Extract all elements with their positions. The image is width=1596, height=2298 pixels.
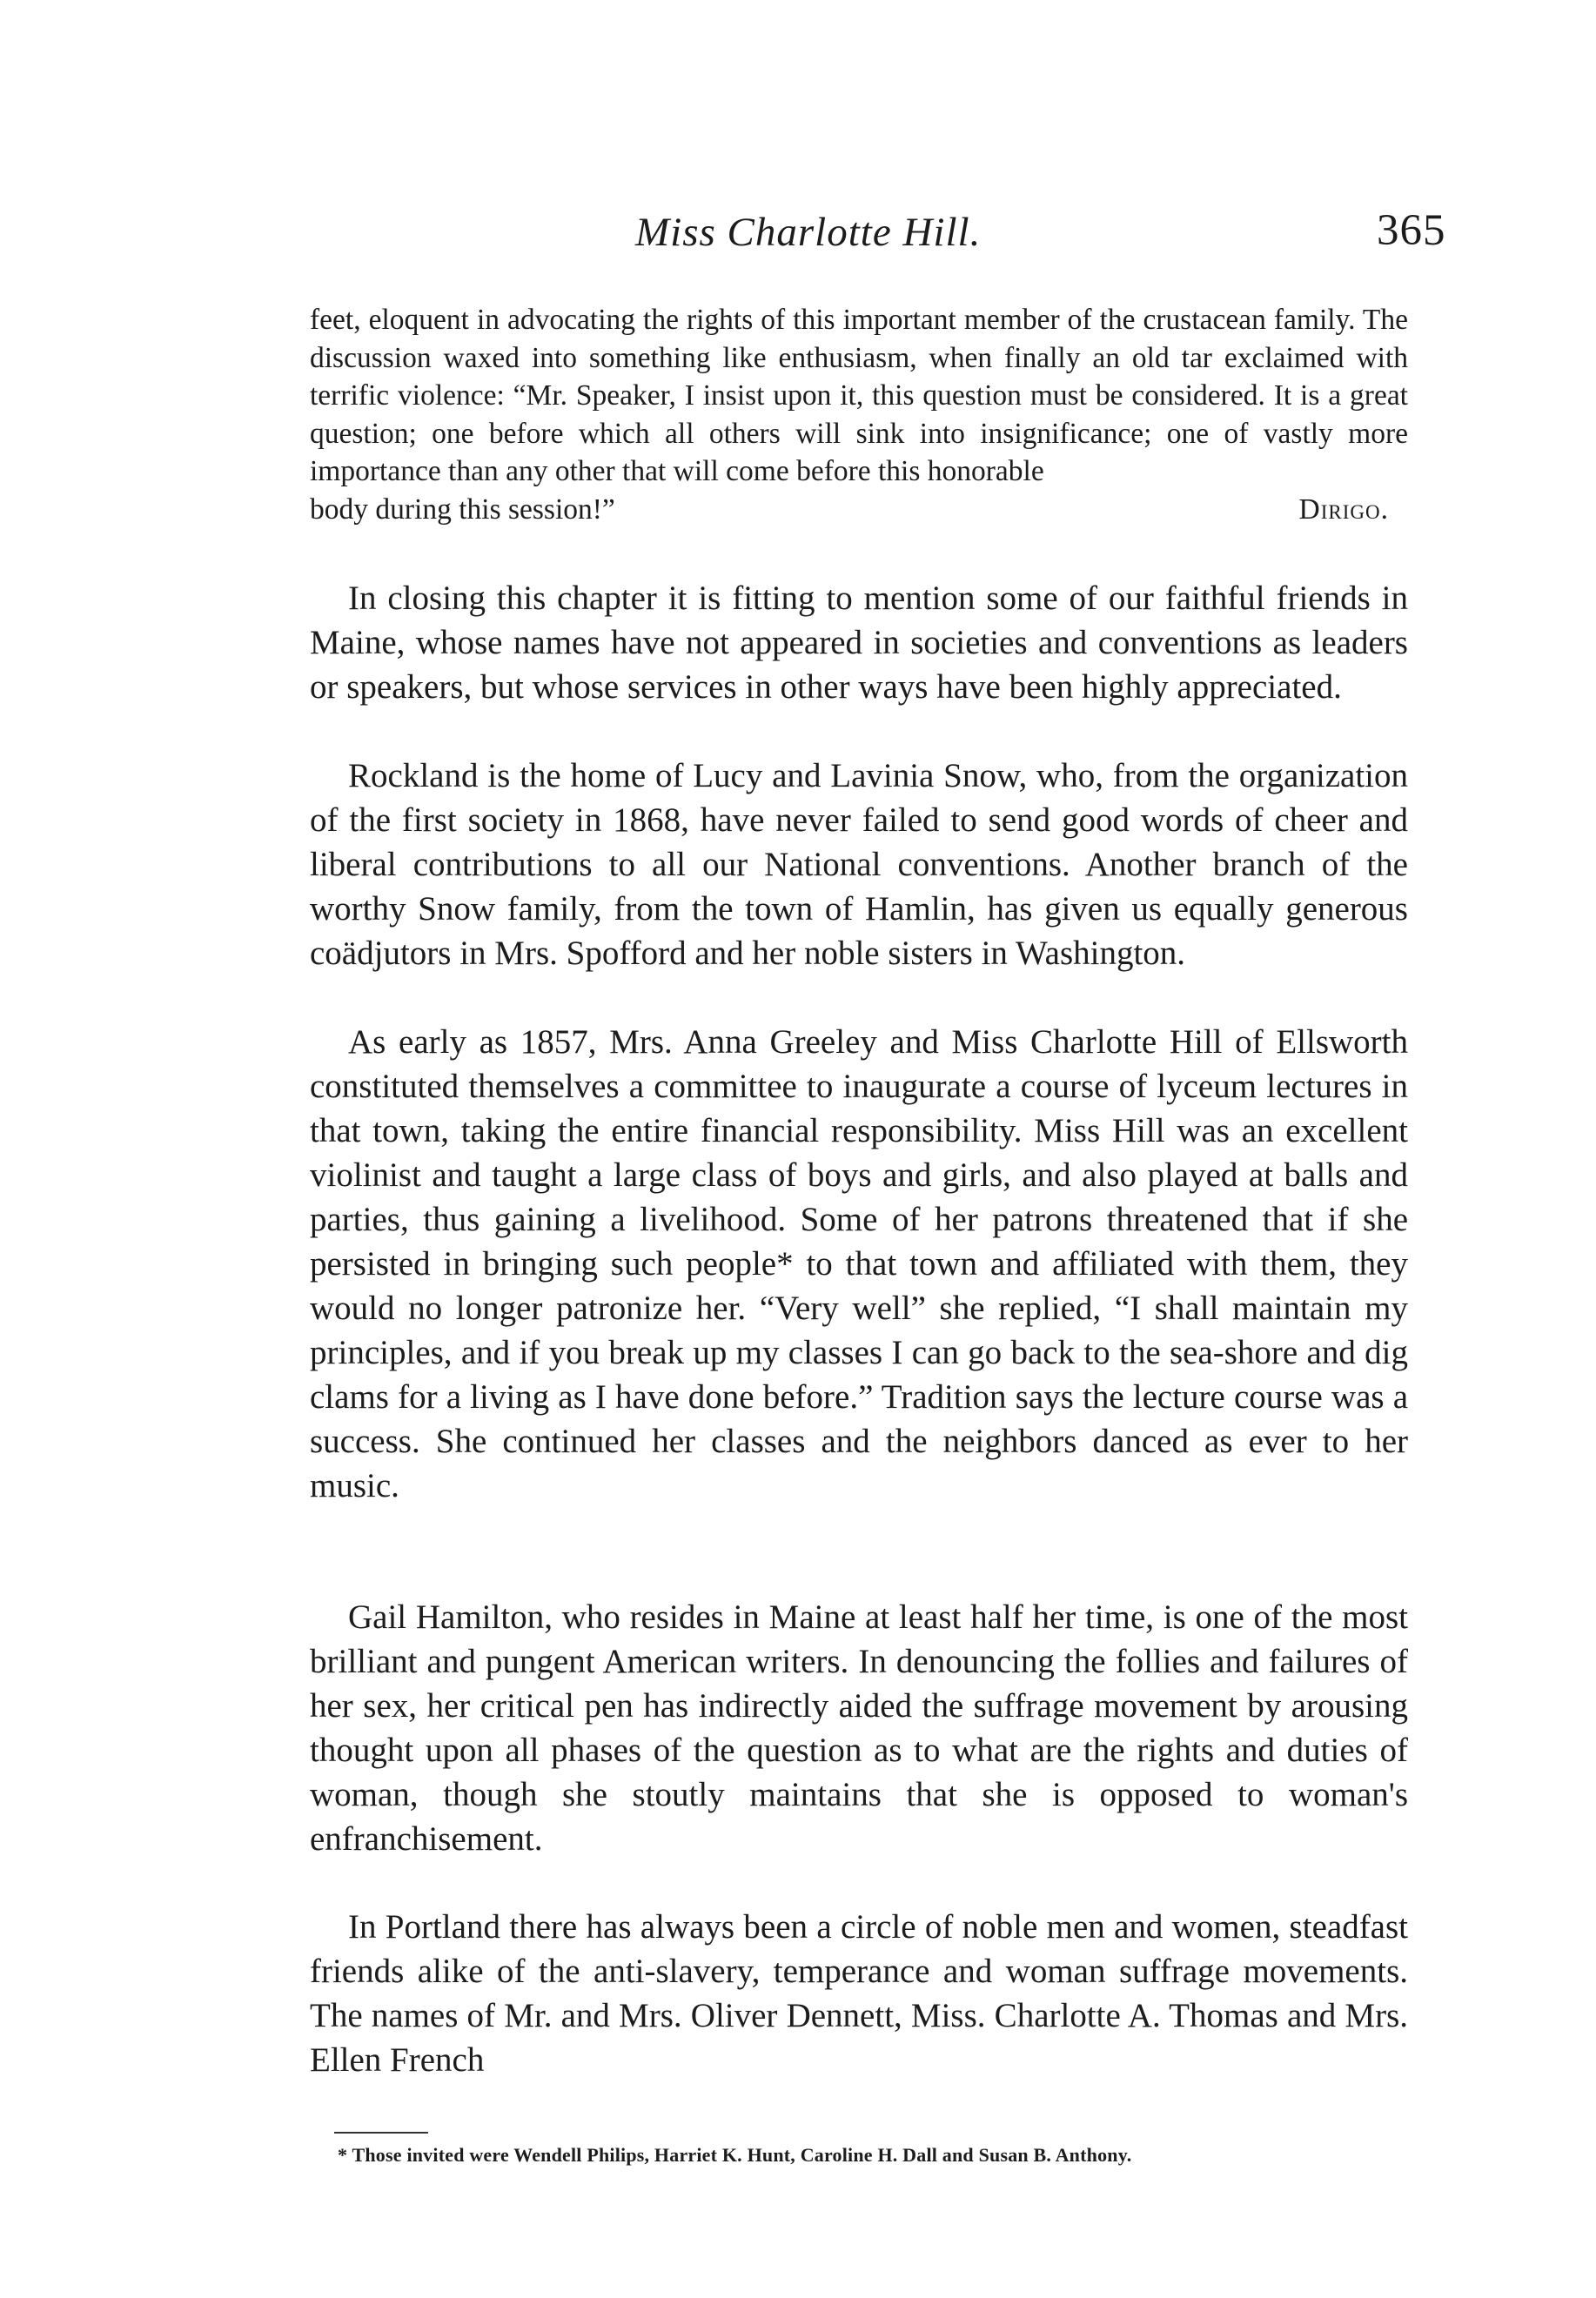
quote-last-line: body during this session!” bbox=[310, 492, 615, 526]
paragraph-4: Gail Hamilton, who resides in Maine at least half her time, is one of the most brilliant and pungent American writers. In denouncing the follies and failures of her sex, her critical pen has indirectly aided the suffrage movement by arousing thought upon all phases of the question as to what are the rights and duties of woman, though she stoutly maintains that she is opposed to woman's enfranchisement. bbox=[310, 1598, 1408, 1858]
quoted-letter bbox=[310, 301, 1408, 528]
footnote-divider bbox=[334, 2132, 428, 2134]
footnote: * Those invited were Wendell Philips, Harriet K. Hunt, Caroline H. Dall and Susan B. Anthony. bbox=[338, 2144, 1132, 2166]
quote-body: feet, eloquent in advocating the rights of this important member of the crustacean family. The discussion waxed into something like enthusiasm, when finally an old tar exclaimed with terrific violence: “Mr. Speaker, I insist upon it, this question must be considered. It is a great question; one before which all others will sink into insignificance; one of vastly more importance than any other that will come before this honorable bbox=[310, 304, 1408, 487]
paragraph-3: As early as 1857, Mrs. Anna Greeley and Miss Charlotte Hill of Ellsworth constituted themselves a committee to inaugurate a course of lyceum lectures in that town, taking the entire financial responsibility. Miss Hill was an excellent violinist and taught a large class of boys and girls, and also played at balls and parties, thus gaining a livelihood. Some of her patrons threatened that if she persisted in bringing such people* to that town and affiliated with them, they would no longer patronize her. “Very well” she replied, “I shall maintain my principles, and if you break up my classes I can go back to the sea-shore and dig clams for a living as I have done before.” Tradition says the lecture course was a success. She continued her classes and the neighbors danced as ever to her music. bbox=[310, 1023, 1408, 1504]
quote-closing-line bbox=[310, 491, 1408, 529]
paragraph-1: In closing this chapter it is fitting to mention some of our faithful friends in Maine, whose names have not appeared in societies and conventions as leaders or speakers, but whose services in other ways have been highly appreciated. bbox=[310, 580, 1408, 706]
quote-signature: Dirigo. bbox=[1298, 492, 1389, 526]
page-number: 365 bbox=[1377, 206, 1446, 255]
paragraph-2: Rockland is the home of Lucy and Lavinia Snow, who, from the organization of the first society in 1868, have never failed to send good words of cheer and liberal contributions to all our National conventions. Another branch of the worthy Snow family, from the town of Hamlin, has given us equally generous coädjutors in Mrs. Spofford and her noble sisters in Washington. bbox=[310, 757, 1408, 972]
running-title: Miss Charlotte Hill. bbox=[635, 210, 982, 255]
paragraph-5: In Portland there has always been a circle of noble men and women, steadfast friends alike of the anti-slavery, temperance and woman suffrage movements. The names of Mr. and Mrs. Oliver Dennett, Miss. Charlotte A. Thomas and Mrs. Ellen French bbox=[310, 1908, 1408, 2079]
